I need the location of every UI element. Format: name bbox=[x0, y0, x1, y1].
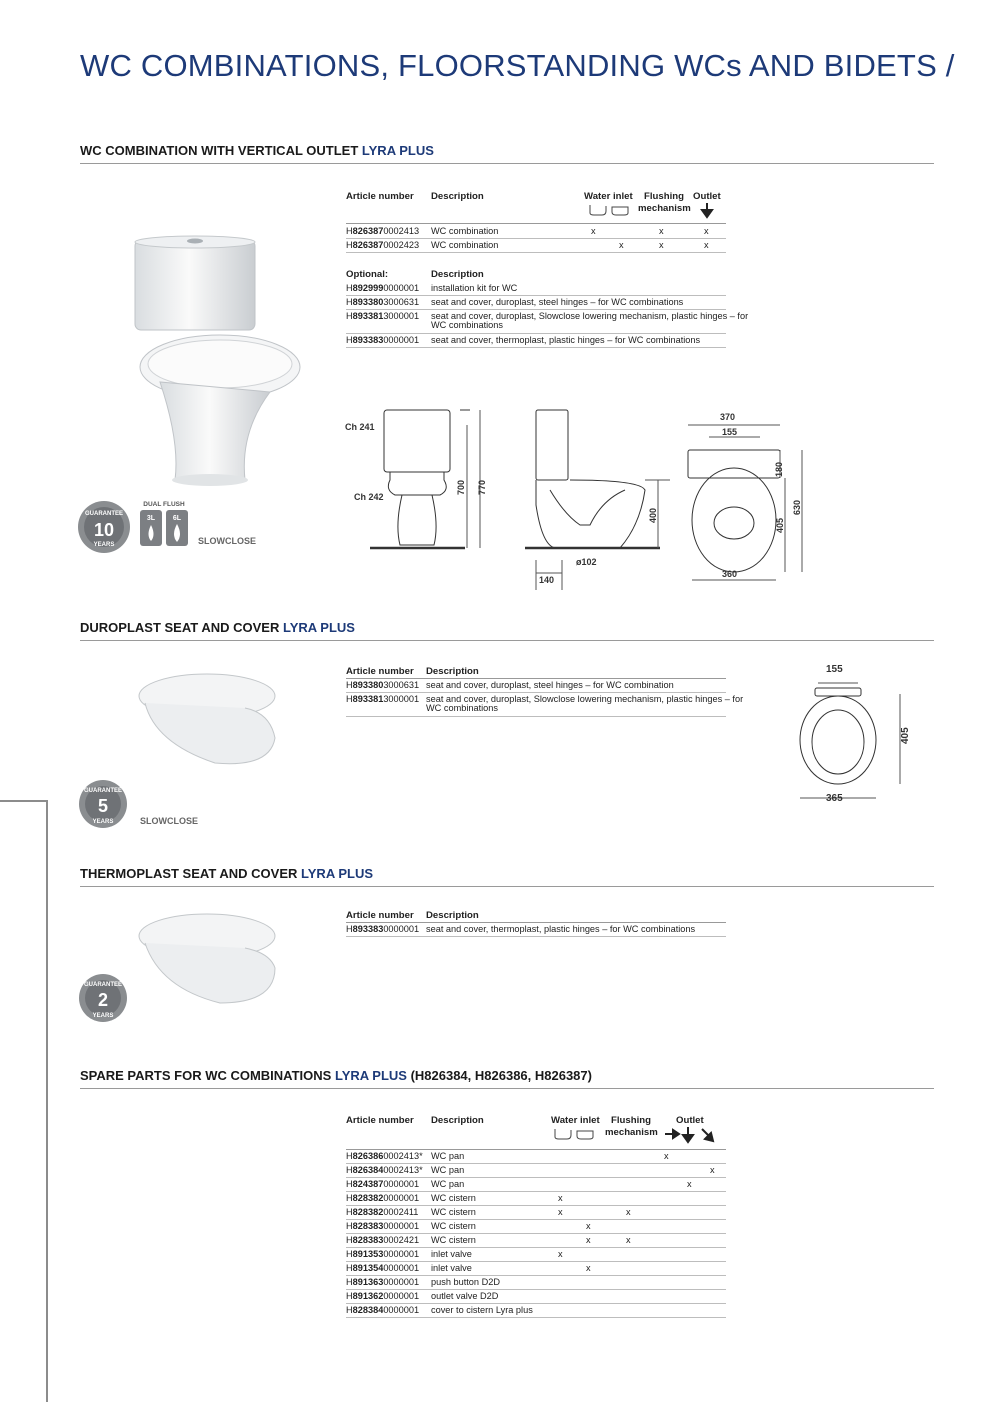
row-description: WC combination bbox=[431, 240, 499, 250]
article-code: 824387 bbox=[352, 1179, 384, 1189]
article-number: H8933830000001 bbox=[346, 924, 420, 934]
article-number: H8929990000001 bbox=[346, 283, 420, 293]
section-heading-thermoplast bbox=[80, 866, 934, 887]
col-description: Description bbox=[426, 666, 479, 677]
table-row bbox=[346, 239, 726, 253]
article-code: 893380 bbox=[352, 680, 384, 690]
optional-description-header: Description bbox=[431, 269, 484, 280]
dim-360: 360 bbox=[722, 569, 738, 579]
heading-text: DUROPLAST SEAT AND COVER bbox=[80, 620, 283, 635]
dim-370: 370 bbox=[720, 412, 736, 422]
col-description: Description bbox=[431, 191, 484, 202]
water-inlet-1-mark: x bbox=[558, 1193, 563, 1203]
article-number: H8913540000001 bbox=[346, 1263, 420, 1273]
article-code: 826387 bbox=[352, 240, 384, 250]
dual-flush-icon bbox=[138, 498, 190, 550]
spares-table bbox=[346, 1115, 726, 1325]
row-description: WC cistern bbox=[431, 1235, 476, 1245]
article-code: 891353 bbox=[352, 1249, 384, 1259]
row-description-cont: WC combinations bbox=[431, 320, 503, 330]
row-description: seat and cover, duroplast, steel hinges – for WC combination bbox=[426, 680, 674, 690]
water-inlet-1-mark: x bbox=[558, 1249, 563, 1259]
row-description: WC cistern bbox=[431, 1193, 476, 1203]
table-row bbox=[346, 1192, 726, 1206]
combo-table bbox=[346, 191, 749, 361]
dim-700: 700 bbox=[456, 479, 466, 495]
svg-text:6L: 6L bbox=[172, 515, 182, 522]
water-inlet-mark: x bbox=[619, 240, 624, 250]
slowclose-label: SLOWCLOSE bbox=[198, 536, 256, 546]
dim-155: 155 bbox=[722, 427, 738, 437]
col-article-number: Article number bbox=[346, 191, 414, 202]
article-code: 893381 bbox=[352, 311, 384, 321]
thermoplast-seat-image bbox=[135, 908, 285, 1008]
row-description-cont: WC combinations bbox=[426, 703, 498, 713]
svg-text:5: 5 bbox=[97, 796, 109, 816]
row-description: WC cistern bbox=[431, 1221, 476, 1231]
article-code: 893383 bbox=[352, 924, 384, 934]
svg-text:YEARS: YEARS bbox=[92, 819, 114, 825]
flushing-mark: x bbox=[626, 1235, 631, 1245]
page-title: WC COMBINATIONS, FLOORSTANDING WCs AND BIDETS / bbox=[80, 48, 955, 83]
row-description: seat and cover, duroplast, steel hinges – for WC combinations bbox=[431, 297, 684, 307]
outlet-3-mark: x bbox=[710, 1165, 715, 1175]
heading-text: WC COMBINATION WITH VERTICAL OUTLET bbox=[80, 143, 362, 158]
water-inlet-icons bbox=[588, 203, 634, 217]
outlet-2-mark: x bbox=[687, 1179, 692, 1189]
table-row bbox=[346, 1164, 726, 1178]
article-number: H8283830000001 bbox=[346, 1221, 420, 1231]
article-code: 892999 bbox=[352, 283, 384, 293]
article-number: H8243870000001 bbox=[346, 1179, 420, 1189]
col-outlet: Outlet bbox=[676, 1115, 704, 1126]
article-number: H8263870002413 bbox=[346, 226, 420, 236]
duroplast-table bbox=[346, 666, 744, 726]
svg-text:DUAL FLUSH: DUAL FLUSH bbox=[143, 501, 185, 508]
heading-text: SPARE PARTS FOR WC COMBINATIONS bbox=[80, 1068, 335, 1083]
dim-400: 400 bbox=[648, 507, 658, 523]
article-number: H8283830002421 bbox=[346, 1235, 420, 1245]
svg-text:10: 10 bbox=[93, 520, 115, 540]
outlet-mark: x bbox=[704, 226, 709, 236]
row-description: inlet valve bbox=[431, 1263, 472, 1273]
outlet-down-arrow-icon bbox=[700, 203, 714, 219]
page-edge-marker bbox=[0, 800, 48, 1402]
dim-102: ø102 bbox=[576, 557, 597, 567]
col-flushing: Flushing bbox=[644, 191, 684, 202]
dim-630: 630 bbox=[792, 499, 802, 515]
table-row bbox=[346, 1220, 726, 1234]
article-code: 891362 bbox=[352, 1291, 384, 1301]
row-description: cover to cistern Lyra plus bbox=[431, 1305, 533, 1315]
row-description: seat and cover, duroplast, Slowclose lowering mechanism, plastic hinges – for bbox=[431, 311, 749, 321]
water-inlet-2-mark: x bbox=[586, 1221, 591, 1231]
article-code: 893381 bbox=[352, 694, 384, 704]
table-row bbox=[346, 1150, 726, 1164]
row-description: WC pan bbox=[431, 1179, 465, 1189]
col-description: Description bbox=[431, 1115, 484, 1126]
table-row bbox=[346, 1234, 726, 1248]
guarantee-10-years-badge bbox=[76, 499, 132, 555]
row-description: WC pan bbox=[431, 1151, 465, 1161]
dim-ch241: Ch 241 bbox=[345, 422, 375, 432]
duroplast-seat-image bbox=[135, 668, 285, 768]
row-description: installation kit for WC bbox=[431, 283, 518, 293]
table-row bbox=[346, 679, 726, 693]
dim-770: 770 bbox=[477, 479, 487, 495]
article-code: 828383 bbox=[352, 1235, 384, 1245]
water-inlet-2-mark: x bbox=[586, 1235, 591, 1245]
outlet-mark: x bbox=[704, 240, 709, 250]
col-article-number: Article number bbox=[346, 910, 414, 921]
table-row bbox=[346, 693, 744, 717]
article-code: 826387 bbox=[352, 226, 384, 236]
flushing-mark: x bbox=[659, 240, 664, 250]
article-code: 828382 bbox=[352, 1193, 384, 1203]
table-row bbox=[346, 1248, 726, 1262]
table-row bbox=[346, 296, 726, 310]
table-row bbox=[346, 1276, 726, 1290]
water-inlet-icons bbox=[553, 1127, 599, 1141]
row-description: WC cistern bbox=[431, 1207, 476, 1217]
section-heading-spares bbox=[80, 1068, 934, 1089]
row-description: inlet valve bbox=[431, 1249, 472, 1259]
table-row bbox=[346, 334, 726, 348]
table-row bbox=[346, 310, 749, 334]
table-row bbox=[346, 1262, 726, 1276]
article-code: 893383 bbox=[352, 335, 384, 345]
svg-text:GUARANTEE: GUARANTEE bbox=[84, 511, 124, 517]
table-row bbox=[346, 1178, 726, 1192]
seat-dimension-drawing bbox=[790, 658, 920, 808]
article-number: H8263860002413* bbox=[346, 1151, 423, 1161]
article-number: H8263840002413* bbox=[346, 1165, 423, 1175]
svg-text:2: 2 bbox=[97, 990, 109, 1010]
table-row bbox=[346, 1206, 726, 1220]
article-code: 826384 bbox=[352, 1165, 384, 1175]
article-number: H8933813000001 bbox=[346, 694, 420, 704]
col-water-inlet: Water inlet bbox=[551, 1115, 600, 1126]
water-inlet-1-mark: x bbox=[558, 1207, 563, 1217]
heading-suffix: (H826384, H826386, H826387) bbox=[406, 1068, 592, 1083]
col-water-inlet: Water inlet bbox=[584, 191, 633, 202]
dim-180: 180 bbox=[774, 461, 784, 477]
dim-405: 405 bbox=[775, 517, 785, 533]
wc-combination-image bbox=[120, 232, 310, 492]
row-description: push button D2D bbox=[431, 1277, 500, 1287]
article-code: 826386 bbox=[352, 1151, 384, 1161]
section-heading-duroplast bbox=[80, 620, 934, 641]
heading-text: THERMOPLAST SEAT AND COVER bbox=[80, 866, 302, 881]
table-row bbox=[346, 923, 726, 937]
svg-text:3L: 3L bbox=[146, 515, 156, 522]
row-description: seat and cover, thermoplast, plastic hinges – for WC combinations bbox=[426, 924, 696, 934]
row-description: outlet valve D2D bbox=[431, 1291, 499, 1301]
svg-text:YEARS: YEARS bbox=[93, 542, 115, 548]
dim-155: 155 bbox=[826, 664, 843, 675]
article-number: H8283820002411 bbox=[346, 1207, 419, 1217]
brand-name: LYRA PLUS bbox=[334, 1068, 407, 1083]
article-number: H8913620000001 bbox=[346, 1291, 420, 1301]
brand-name: LYRA PLUS bbox=[282, 620, 355, 635]
article-number: H8933813000001 bbox=[346, 311, 420, 321]
svg-text:GUARANTEE: GUARANTEE bbox=[83, 788, 123, 794]
row-description: seat and cover, thermoplast, plastic hinges – for WC combinations bbox=[431, 335, 701, 345]
col-article-number: Article number bbox=[346, 666, 414, 677]
section-heading-combo bbox=[80, 143, 934, 164]
article-number: H8263870002423 bbox=[346, 240, 420, 250]
dim-365: 365 bbox=[826, 793, 843, 804]
flushing-mark: x bbox=[626, 1207, 631, 1217]
row-description: WC combination bbox=[431, 226, 499, 236]
article-code: 891363 bbox=[352, 1277, 384, 1287]
col-description: Description bbox=[426, 910, 479, 921]
wc-dimension-drawing bbox=[340, 405, 820, 595]
flushing-mark: x bbox=[659, 226, 664, 236]
article-number: H8933803000631 bbox=[346, 680, 420, 690]
slowclose-label: SLOWCLOSE bbox=[140, 816, 198, 826]
table-row bbox=[346, 1304, 726, 1318]
article-number: H8283820000001 bbox=[346, 1193, 420, 1203]
article-number: H8933803000631 bbox=[346, 297, 420, 307]
dim-ch242: Ch 242 bbox=[354, 492, 384, 502]
water-inlet-2-mark: x bbox=[586, 1263, 591, 1273]
row-description: seat and cover, duroplast, Slowclose lowering mechanism, plastic hinges – for bbox=[426, 694, 744, 704]
guarantee-5-years-badge bbox=[76, 778, 132, 830]
header-divider bbox=[346, 223, 726, 224]
col-flushing-mechanism: mechanism bbox=[638, 203, 691, 214]
thermoplast-table bbox=[346, 910, 726, 950]
water-inlet-mark: x bbox=[591, 226, 596, 236]
col-article-number: Article number bbox=[346, 1115, 414, 1126]
article-code: 891354 bbox=[352, 1263, 384, 1273]
table-row bbox=[346, 225, 726, 239]
outlet-arrows-icon bbox=[664, 1127, 720, 1145]
table-row bbox=[346, 1290, 726, 1304]
article-code: 828383 bbox=[352, 1221, 384, 1231]
dim-405: 405 bbox=[900, 727, 911, 744]
svg-text:GUARANTEE: GUARANTEE bbox=[83, 982, 123, 988]
outlet-1-mark: x bbox=[664, 1151, 669, 1161]
col-flushing: Flushing bbox=[611, 1115, 651, 1126]
col-flushing-mechanism: mechanism bbox=[605, 1127, 658, 1138]
article-number: H8913630000001 bbox=[346, 1277, 420, 1287]
brand-name: LYRA PLUS bbox=[361, 143, 434, 158]
brand-name: LYRA PLUS bbox=[301, 866, 374, 881]
article-number: H8913530000001 bbox=[346, 1249, 420, 1259]
article-code: 828382 bbox=[352, 1207, 384, 1217]
article-code: 893380 bbox=[352, 297, 384, 307]
table-row bbox=[346, 282, 726, 296]
guarantee-2-years-badge bbox=[76, 972, 132, 1024]
article-code: 828384 bbox=[352, 1305, 384, 1315]
article-number: H8283840000001 bbox=[346, 1305, 420, 1315]
svg-text:YEARS: YEARS bbox=[92, 1013, 114, 1019]
row-description: WC pan bbox=[431, 1165, 465, 1175]
article-number: H8933830000001 bbox=[346, 335, 420, 345]
col-outlet: Outlet bbox=[693, 191, 721, 202]
dim-140: 140 bbox=[539, 575, 555, 585]
optional-label: Optional: bbox=[346, 269, 389, 280]
